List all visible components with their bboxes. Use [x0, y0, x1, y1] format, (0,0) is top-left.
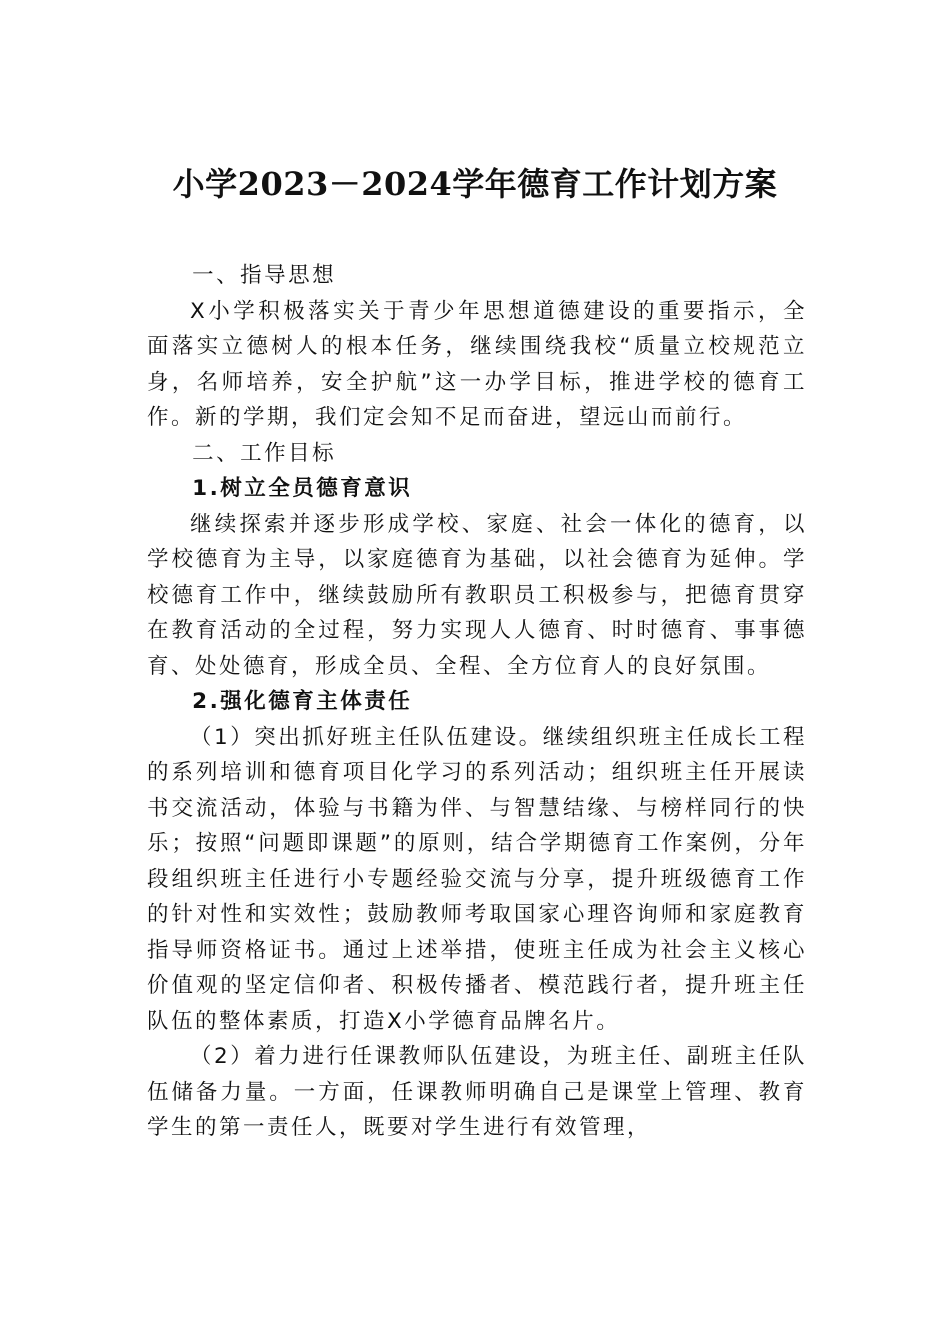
section-heading-work-goals: 二、工作目标: [192, 440, 337, 466]
paragraph-goal-2-item-1: （1）突出抓好班主任队伍建设。继续组织班主任成长工程的系列培训和德育项目化学习的系列活动；组织班主任开展读书交流活动，体验与书籍为伴、与智慧结缘、与榜样同行的快乐；按照“问题即课题”的原则，结合学期德育工作案例，分年段组织班主任进行小专题经验交流与分享，提升班级德育工作的针对性和实效性；鼓励教师考取国家心理咨询师和家庭教育指导师资格证书。通过上述举措，使班主任成为社会主义核心价值观的坚定信仰者、积极传播者、模范践行者，提升班主任队伍的整体素质，打造X小学德育品牌名片。: [147, 724, 807, 1034]
document-body: [147, 258, 807, 1146]
section-heading-guiding-thought: 一、指导思想: [192, 263, 337, 288]
paragraph-goal-2-item-2: （2）着力进行任课教师队伍建设，为班主任、副班主任队伍储备力量。一方面，任课教师明确自己是课堂上管理、教育学生的第一责任人，既要对学生进行有效管理，: [147, 1044, 807, 1140]
paragraph-goal-1: 继续探索并逐步形成学校、家庭、社会一体化的德育，以学校德育为主导，以家庭德育为基础，以社会德育为延伸。学校德育工作中，继续鼓励所有教职员工积极参与，把德育贯穿在教育活动的全过程，努力实现人人德育、时时德育、事事德育、处处德育，形成全员、全程、全方位育人的良好氛围。: [147, 511, 807, 679]
document-title: 小学2023－2024学年德育工作计划方案: [172, 165, 778, 203]
subheading-goal-1: 1.树立全员德育意识: [192, 476, 413, 501]
paragraph-guiding-thought: X小学积极落实关于青少年思想道德建设的重要指示，全面落实立德树人的根本任务，继续围绕我校“质量立校规范立身，名师培养，安全护航”这一办学目标，推进学校的德育工作。新的学期，我们定会知不足而奋进，望远山而前行。: [147, 298, 807, 430]
subheading-goal-2: 2.强化德育主体责任: [192, 689, 413, 714]
